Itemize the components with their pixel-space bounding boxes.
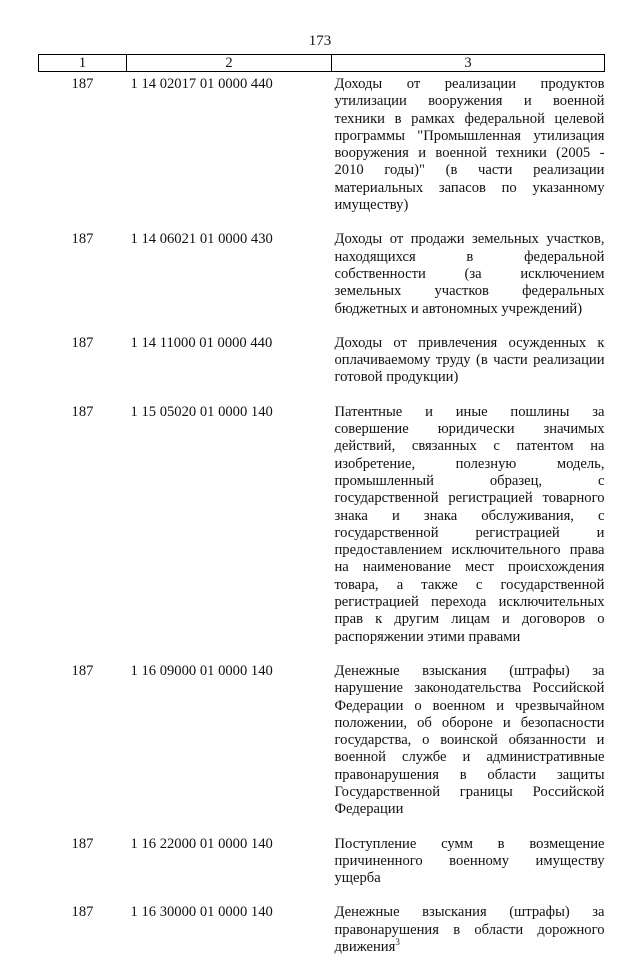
admin-code: 187: [71, 231, 94, 248]
table-row: [39, 231, 605, 334]
revenue-codes-table: [38, 54, 605, 973]
revenue-description: Доходы от реализации продуктов утилизации вооружения и военной техники в рамках федеральной целевой программы "Промышленная утилизация вооружения и военной техники (2005 - 2010 годы)" (в части реализации материальных запасов по указанному имуществу): [334, 76, 605, 214]
table-row: [39, 663, 605, 836]
table-row: [39, 836, 605, 905]
revenue-description: Доходы от продажи земельных участков, находящихся в федеральной собственности (за исключением земельных участков федеральных бюджетных и автономных учреждений): [334, 231, 605, 317]
footnote-marker: 3: [395, 937, 400, 948]
table-row: [39, 72, 605, 232]
admin-code: 187: [71, 334, 94, 351]
table-row: [39, 904, 605, 973]
revenue-description: Доходы от привлечения осужденных к оплачиваемому труду (в части реализации готовой продукции): [334, 334, 605, 386]
budget-classification-code: 1 16 22000 01 0000 140: [130, 835, 273, 852]
revenue-description: Патентные и иные пошлины за совершение юридически значимых действий, связанных с патентом на изобретение, полезную модель, промышленный образец, с государственной регистрацией товарного знака и знака обслуживания, с государственной регистрацией и предоставлением исключительного права на наименование мест происхождения товара, а также с государственной регистрацией перехода исключительных прав к другим лицам и договоров о распоряжении этими правами: [334, 403, 605, 645]
revenue-description: Денежные взыскания (штрафы) за нарушение законодательства Российской Федерации о военном и чрезвычайном положении, об обороне и безопасности государства, о воинской обязанности и военной службе и административные правонарушения в области защиты Государственной границы Российской Федерации: [334, 662, 605, 818]
admin-code: 187: [71, 904, 94, 921]
revenue-description: [332, 904, 605, 973]
table-row: [39, 335, 605, 404]
budget-classification-code: 1 15 05020 01 0000 140: [130, 403, 273, 420]
header-col-2: 2: [127, 55, 332, 72]
budget-classification-code: 1 14 11000 01 0000 440: [130, 334, 273, 351]
page-number: 173: [308, 33, 332, 49]
admin-code: 187: [71, 835, 94, 852]
table-row: [39, 404, 605, 663]
revenue-description-text: Денежные взыскания (штрафы) за правонарушения в области дорожного движения: [334, 904, 605, 956]
header-col-3: 3: [332, 55, 605, 72]
budget-classification-code: 1 14 02017 01 0000 440: [130, 76, 273, 92]
budget-classification-code: 1 16 09000 01 0000 140: [130, 662, 273, 679]
admin-code: 187: [71, 662, 94, 679]
budget-classification-code: 1 14 06021 01 0000 430: [130, 231, 273, 248]
admin-code: 187: [71, 403, 94, 420]
table-header: [39, 55, 605, 72]
revenue-description: Поступление сумм в возмещение причиненного военному имуществу ущерба: [334, 835, 605, 887]
budget-classification-code: 1 16 30000 01 0000 140: [130, 904, 273, 921]
header-col-1: 1: [39, 55, 127, 72]
admin-code: 187: [71, 76, 94, 92]
